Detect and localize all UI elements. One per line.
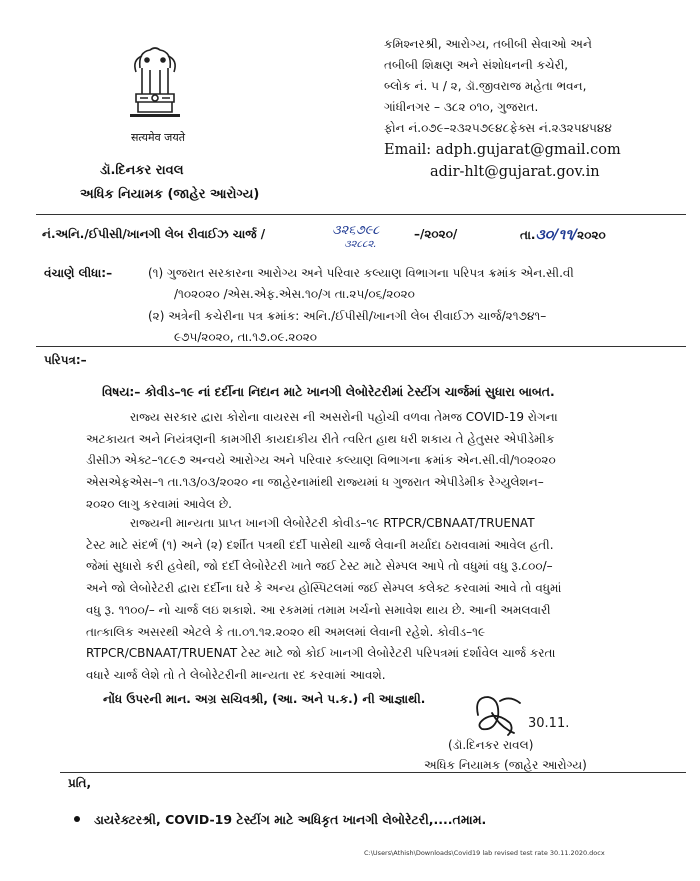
reference-item-cont: ૯૭૫/૨૦૨૦, તા.૧૭.૦૯.૨૦૨૦: [174, 330, 317, 344]
to-label: પ્રતિ,: [68, 776, 92, 790]
paragraph-line: રાજ્યની માન્યતા પ્રાપ્ત ખાનગી લેબોરેટરી કોવીડ–૧૯ RTPCR/CBNAAT/TRUENAT: [130, 516, 535, 530]
signature-date: 30.11.: [528, 716, 570, 731]
reference-item: (૧) ગુજરાત સરકારના આરોગ્ય અને પરિવાર કલ્યાણ વિભાગના પરિપત્ર ક્રમાંક એન.સી.વી: [148, 266, 574, 280]
file-path-footer: C:\Users\Athish\Downloads\Covid19 lab revised test rate 30.11.2020.docx: [364, 849, 605, 857]
reference-year: –/૨૦૨૦/: [414, 227, 458, 241]
signer-name: (ડૉ.દિનકર રાવલ): [448, 738, 534, 752]
paragraph-line: રાજ્ય સરકાર દ્વારા કોરોના વાયરસ ની અસરોની પહોચી વળવા તેમજ COVID-19 રોગના: [130, 410, 558, 424]
office-email-primary: Email: adph.gujarat@gmail.com: [384, 142, 621, 158]
circular-label: પરિપત્ર:–: [44, 353, 87, 367]
sender-title: અધિક નિયામક (જાહેર આરોગ્ય): [80, 187, 260, 202]
paragraph-line: વધારે ચાર્જ લેશે તો તે લેબોરેટરીની માન્યતા રદ કરવામાં આવશે.: [86, 667, 386, 682]
handwritten-reference-number: ૩૨૬૭૯૮: [332, 223, 380, 238]
reference-date: [520, 227, 606, 243]
signature-divider: [60, 772, 686, 773]
body-paragraph-2: [86, 513, 678, 687]
approval-note: નોંધ ઉપરની માન. અગ્ર સચિવશ્રી, (આ. અને પ.ક.) ની આજ્ઞાથી.: [103, 692, 426, 706]
paragraph-line: ૨૦૨૦ લાગુ કરવામાં આવેલ છે.: [86, 496, 232, 511]
handwritten-date: ૩૦/૧૧/: [535, 227, 578, 243]
office-address-line: તબીબી શિક્ષણ અને સંશોધનની કચેરી,: [384, 58, 569, 72]
references-label: વંચાણે લીધા:–: [44, 266, 113, 280]
paragraph-line: તાત્કાલિક અસરથી એટલે કે તા.૦૧.૧૨.૨૦૨૦ થી અમલમાં લેવાની રહેશે. કોવીડ–૧૯: [86, 624, 486, 639]
sender-name: ડૉ.દિનકર રાવલ: [100, 163, 184, 178]
paragraph-line: RTPCR/CBNAAT/TRUENAT ટેસ્ટ માટે જો કોઈ ખાનગી લેબોરેટરી પરિપત્રમાં દર્શાવેલ ચાર્જ કરતા: [86, 646, 556, 661]
paragraph-line: એસએફએસ–૧ તા.૧૩/૦૩/૨૦૨૦ ના જાહેરનામાંથી રાજ્યમાં ધ ગુજરાત એપીડેમીક રેગ્યુલેશન–: [86, 475, 544, 490]
date-year: ૨૦૨૦: [577, 228, 606, 242]
paragraph-line: ડીસીઝ એક્ટ–૧૮૯૭ અન્વયે આરોગ્ય અને પરિવાર કલ્યાણ વિભાગના ક્રમાંક એન.સી.વી/૧૦૨૦૨૦: [86, 453, 556, 468]
signer-title: અધિક નિયામક (જાહેર આરોગ્ય): [424, 758, 587, 772]
subject-line: વિષય:– કોવીડ–૧૯ નાં દર્દીના નિદાન માટે ખાનગી લેબોરેટરીમાં ટેસ્ટીંગ ચાર્જમાં સુધારા બાબત.: [102, 385, 555, 399]
national-motto: सत्यमेव जयते: [130, 131, 185, 144]
date-prefix: તા.: [520, 228, 536, 242]
references-divider: [36, 346, 686, 347]
reference-number: નં.અનિ./ઈપીસી/ખાનગી લેબ રીવાઈઝ ચાર્જ /: [42, 227, 266, 241]
recipient-item: [74, 812, 486, 828]
paragraph-line: અટકાયત અને નિયંત્રણની કામગીરી કાયદાકીય રીતે ત્વરિત હાથ ધરી શકાય તે હેતુસર એપીડેમીક: [86, 431, 555, 446]
paragraph-line: અને જો લેબોરેટરી દ્વારા દર્દીના ઘરે કે અન્ય હોસ્પિટલમાં જઈ સેમ્પલ કલેક્ટ કરવામાં આવે તો વધુમાં: [86, 581, 562, 596]
paragraph-line: જેમાં સુધારો કરી હવેથી, જો દર્દી લેબોરેટરી ખાતે જઈ ટેસ્ટ માટે સેમ્પલ આપે તો વધુમાં વધુ રૂ.૮૦૦/–: [86, 559, 553, 574]
bullet-icon: [74, 816, 80, 822]
body-paragraph-1: [86, 407, 678, 516]
reference-item: (૨) અત્રેની કચેરીના પત્ર ક્રમાંક: અનિ./ઈપીસી/ખાનગી લેબ રીવાઈઝ ચાર્જ/૨૧૭૪૧–: [148, 309, 547, 323]
reference-item-cont: /૧૦૨૦૨૦ /એસ.એફ.એસ.૧૦/ગ તા.૨૫/૦૬/૨૦૨૦: [174, 287, 415, 301]
office-email-secondary: adir-hlt@gujarat.gov.in: [430, 164, 600, 180]
paragraph-line: ટેસ્ટ માટે સંદર્ભ (૧) અને (૨) દર્શીત પત્રથી દર્દી પાસેથી ચાર્જ લેવાની મર્યાદા ઠરાવવામાં આવેલ હતી.: [86, 537, 554, 552]
office-address-line: કમિશ્નરશ્રી, આરોગ્ય, તબીબી સેવાઓ અને: [384, 37, 592, 51]
office-address-line: ગાંધીનગર – ૩૮૨ ૦૧૦, ગુજરાત.: [384, 100, 539, 114]
header-divider: [36, 214, 686, 215]
office-phone-fax: ફોન નં.૦૭૯–૨૩૨૫૭૯૪૮ફેક્સ નં.૨૩૨૫૪૫૪૪: [384, 121, 612, 135]
ashoka-emblem-icon: [120, 42, 190, 132]
recipient-text: ડાયરેક્ટરશ્રી, COVID-19 ટેસ્ટીંગ માટે અધિકૃત ખાનગી લેબોરેટરી,....તમામ.: [94, 812, 487, 827]
handwritten-reference-number-secondary: ૩૨૮૮૨.: [344, 239, 377, 250]
paragraph-line: વધુ રૂ. ૧૧૦૦/– નો ચાર્જ લઇ શકાશે. આ રકમમાં તમામ ખર્ચનો સમાવેશ થાય છે. આની અમલવારી: [86, 602, 551, 617]
office-address-line: બ્લોક નં. ૫ / ૨, ડૉ.જીવરાજ મહેતા ભવન,: [384, 79, 587, 93]
reference-row: [42, 223, 672, 250]
